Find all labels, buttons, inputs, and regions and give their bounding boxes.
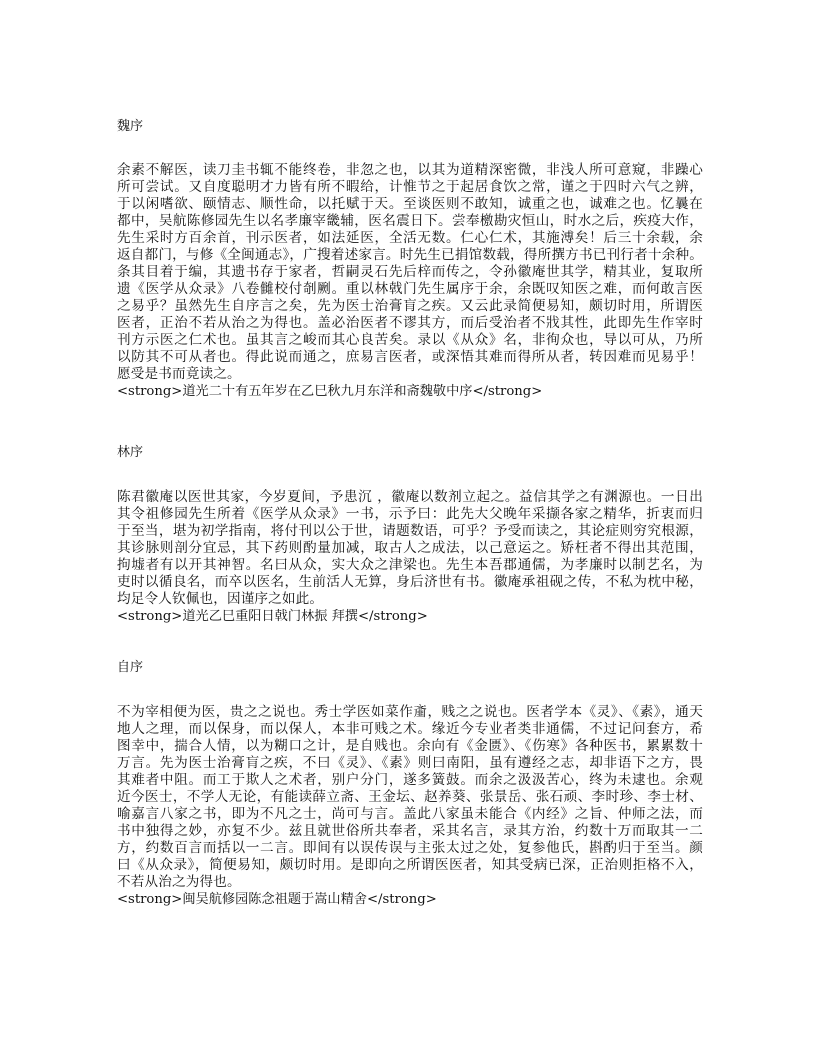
text-line: 遗《医学从众录》八卷雠校付剞劂。重以林戟门先生属序于余，余既叹知医之难，而何敢言医 [117, 281, 703, 297]
text-line: 拘墟者有以开其神智。名曰从众，实大众之津梁也。先生本吾郡通儒，为孝廉时以制艺名，为 [117, 557, 703, 573]
text-line: 不若从治之为得也。 [117, 874, 241, 890]
text-line: 吏时以循良名，而卒以医名，生前活人无算，身后济世有书。徽庵承祖砚之传，不私为枕中秘， [117, 574, 703, 590]
text-line: 其难者中阻。而工于欺人之术者，别户分门，遂多簧鼓。而余之汲汲苦心，终为未逮也。余观 [117, 772, 703, 788]
text-line: 刊方示医之仁术也。虽其言之峻而其心良苦矣。录以《从众》名，非徇众也，导以可从，乃所 [117, 332, 703, 348]
text-line: 于以闲嗜欲、颐情志、顺性命，以托赋于天。至谈医则不敢知，诚重之也，诚难之也。忆曩在 [117, 196, 703, 212]
text-line: 其令祖修园先生所着《医学从众录》一书，示予曰：此先大父晚年采撷各家之精华，折衷而归 [117, 506, 703, 522]
text-line: 都中，吴航陈修园先生以名孝廉宰畿辅，医名震日下。尝奉檄勘灾恒山，时水之后，疾疫大作， [117, 213, 703, 229]
section-heading-author-preface: 自序 [117, 660, 144, 675]
text-line: 之易乎？虽然先生自序言之矣，先为医士治膏肓之疾。又云此录简便易知，颇切时用，所谓医 [117, 298, 703, 314]
section-body-wei-preface [117, 162, 703, 383]
text-line: 所可尝试。又自度聪明才力皆有所不暇给，计惟节之于起居食饮之常，谨之于四时六气之辨， [117, 179, 703, 195]
section-heading-wei-preface: 魏序 [117, 119, 144, 134]
text-line: 方，约数百言而括以一二言。即间有以误传误与主张太过之处，复参他氏，斟酌归于至当。颜 [117, 840, 703, 856]
text-line: 近今医士，不学人无论，有能读薛立斋、王金坛、赵养葵、张景岳、张石顽、李时珍、李士材、 [117, 789, 703, 805]
section-body-lin-preface [117, 489, 703, 608]
text-line: 条其目着于编，其遗书存于家者，哲嗣灵石先后梓而传之，令孙徽庵世其学，精其业，复取所 [117, 264, 703, 280]
text-line: 于至当，堪为初学指南，将付刊以公于世，请题数语，可乎？予受而读之，其论症则穷究根源， [117, 523, 703, 539]
text-line: 曰《从众录》，简便易知，颇切时用。是即向之所谓医医者，知其受病已深，正治则拒格不入， [117, 857, 703, 873]
text-line: 地人之理，而以保身，而以保人，本非可贱之术。缘近今专业者类非通儒，不过记问套方，希 [117, 721, 703, 737]
section-heading-lin-preface: 林序 [117, 445, 144, 460]
text-line: 均足令人钦佩也，因谨序之如此。 [117, 591, 324, 607]
text-line: 返自都门，与修《全闽通志》，广搜着述家言。时先生已捐馆数载，得所撰方书已刊行者十余种。 [117, 247, 703, 263]
text-line: 其诊脉则剖分宜忌，其下药则酌量加减，取古人之成法，以己意运之。矫枉者不得出其范围， [117, 540, 703, 556]
signature-author-preface: <strong>闽吴航修园陈念祖题于嵩山精舍</strong> [117, 892, 437, 907]
text-line: 书中独得之妙，亦复不少。兹且就世俗所共奉者，采其名言，录其方治，约数十万而取其一二 [117, 823, 703, 839]
section-body-author-preface [117, 704, 703, 891]
text-line: 先生采时方百余首，刊示医者，如法延医，全活无数。仁心仁术，其施溥矣！后三十余载，余 [117, 230, 703, 246]
signature-wei-preface: <strong>道光二十有五年岁在乙巳秋九月东洋和斋魏敬中序</strong> [117, 384, 543, 399]
text-line: 余素不解医，读刀圭书辄不能终卷，非忽之也，以其为道精深密微，非浅人所可意窥，非躁心 [117, 162, 703, 178]
text-line: 以防其不可从者也。得此说而通之，庶易言医者，或深悟其难而得所从者，转因难而见易乎！ [117, 349, 703, 365]
text-line: 图幸中，揣合人情，以为糊口之计，是自贱也。余向有《金匮》、《伤寒》各种医书，累累数十 [117, 738, 703, 754]
text-line: 医者，正治不若从治之为得也。盖必治医者不谬其方，而后受治者不戕其性，此即先生作宰时 [117, 315, 703, 331]
text-line: 陈君徽庵以医世其家，今岁夏间，予患沉 ，徽庵以数剂立起之。益信其学之有渊源也。一日出 [117, 489, 703, 505]
text-line: 喻嘉言八家之书，即为不凡之士，尚可与言。盖此八家虽未能合《内经》之旨、仲师之法，而 [117, 806, 703, 822]
text-line: 愿受是书而竟读之。 [117, 366, 241, 382]
text-line: 不为宰相便为医，贵之之说也。秀士学医如菜作齑，贱之之说也。医者学本《灵》、《素》，通天 [117, 704, 703, 720]
signature-lin-preface: <strong>道光乙巳重阳日戟门林振 拜撰</strong> [117, 609, 428, 624]
text-line: 万言。先为医士治膏肓之疾，不曰《灵》、《素》则曰南阳，虽有遵经之志，却非语下之方，畏 [117, 755, 703, 771]
